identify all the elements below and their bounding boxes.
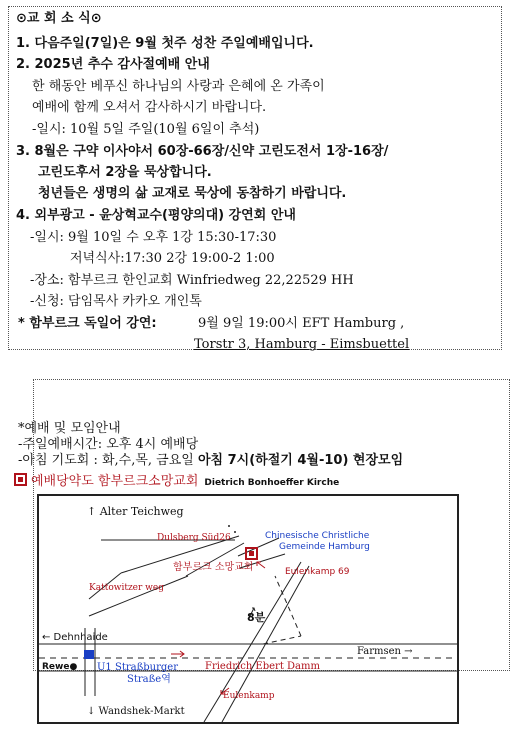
news-item-4-time1: -일시: 9월 10일 수 오후 1강 15:30-17:30: [30, 230, 277, 245]
map-title-english: Dietrich Bonhoeffer Kirche: [204, 478, 340, 488]
label-eulenkamp: Eulenkamp: [223, 691, 275, 701]
morning-prayer-days: -아침 기도회 : 화,수,목, 금요일: [18, 453, 194, 468]
lecture-label: * 함부르크 독일어 강연:: [18, 316, 157, 331]
map-title-text: 예배당약도 함부르크소망교회: [31, 474, 199, 489]
map-roads: [39, 496, 457, 722]
label-wandshek-markt: ↓ Wandshek-Markt: [87, 706, 185, 717]
label-dulsberg: Dulsberg Süd26: [157, 533, 231, 543]
news-item-3-line3: 청년들은 생명의 삶 교재로 묵상에 동참하기 바랍니다.: [38, 186, 347, 201]
news-item-4-title: 4. 외부광고 - 윤상혁교수(평양의대) 강연회 안내: [16, 208, 296, 223]
label-eulenkamp-69: Eulenkamp 69: [285, 567, 350, 577]
news-item-2-line1: 한 해동안 베푸신 하나님의 사랑과 은혜에 온 가족이: [32, 79, 325, 94]
location-map: [37, 494, 459, 724]
label-kattowitzer: Kattowitzer weg: [89, 583, 164, 593]
label-dehnhaide: ← Dehnhaide: [42, 632, 108, 643]
news-item-4-time2: 저녁식사:17:30 2강 19:00-2 1:00: [70, 251, 275, 266]
label-u1-station-1: U1 Straßburger: [97, 662, 178, 673]
label-rewe: Rewe●: [42, 662, 78, 672]
lecture-line1: 9월 9일 19:00시 EFT Hamburg ,: [198, 316, 405, 331]
news-item-1: 1. 다음주일(7일)은 9월 첫주 성찬 주일예배입니다.: [16, 36, 314, 51]
news-item-3-line1: 3. 8월은 구약 이사야서 60장-66장/신약 고린도전서 1장-16장/: [16, 144, 389, 159]
label-walk-time: 8분: [247, 611, 266, 624]
label-somang-church: 함부르크 소망교회: [173, 562, 254, 573]
news-item-4-apply: -신청: 담임목사 카카오 개인톡: [30, 294, 202, 309]
news-item-2-line2: 예배에 함께 오셔서 감사하시기 바랍니다.: [32, 100, 267, 115]
label-chinese-church-2: Gemeinde Hamburg: [279, 542, 370, 552]
news-item-2-title: 2. 2025년 추수 감사절예배 안내: [16, 57, 210, 72]
news-item-3-line2: 고린도후서 2장을 묵상합니다.: [38, 165, 212, 180]
worship-header: *예배 및 모임안내: [18, 421, 121, 436]
label-chinese-church-1: Chinesische Christliche: [265, 531, 370, 541]
sunday-service: -주일예배시간: 오후 4시 예배당: [18, 437, 199, 452]
news-header: ⊙교 회 소 식⊙: [16, 11, 102, 26]
lecture-line2: Torstr 3, Hamburg - Eimsbuettel: [194, 337, 410, 352]
church-square-icon: [14, 473, 27, 486]
news-item-4-place: -장소: 함부르크 한인교회 Winfriedweg 22,22529 HH: [30, 273, 354, 288]
label-farmsen: Farmsen →: [357, 646, 413, 657]
label-alter-teichweg: ↑ Alter Teichweg: [87, 505, 184, 518]
map-title: [14, 470, 339, 489]
label-u1-station-2: Straße역: [127, 674, 171, 685]
morning-prayer: [18, 452, 403, 470]
morning-prayer-time: 아침 7시(하절기 4월-10) 현장모임: [197, 453, 404, 468]
label-friedrich-ebert: Friedrich Ebert Damm: [205, 661, 320, 672]
news-item-2-date: -일시: 10월 5일 주일(10월 6일이 추석): [32, 122, 260, 137]
